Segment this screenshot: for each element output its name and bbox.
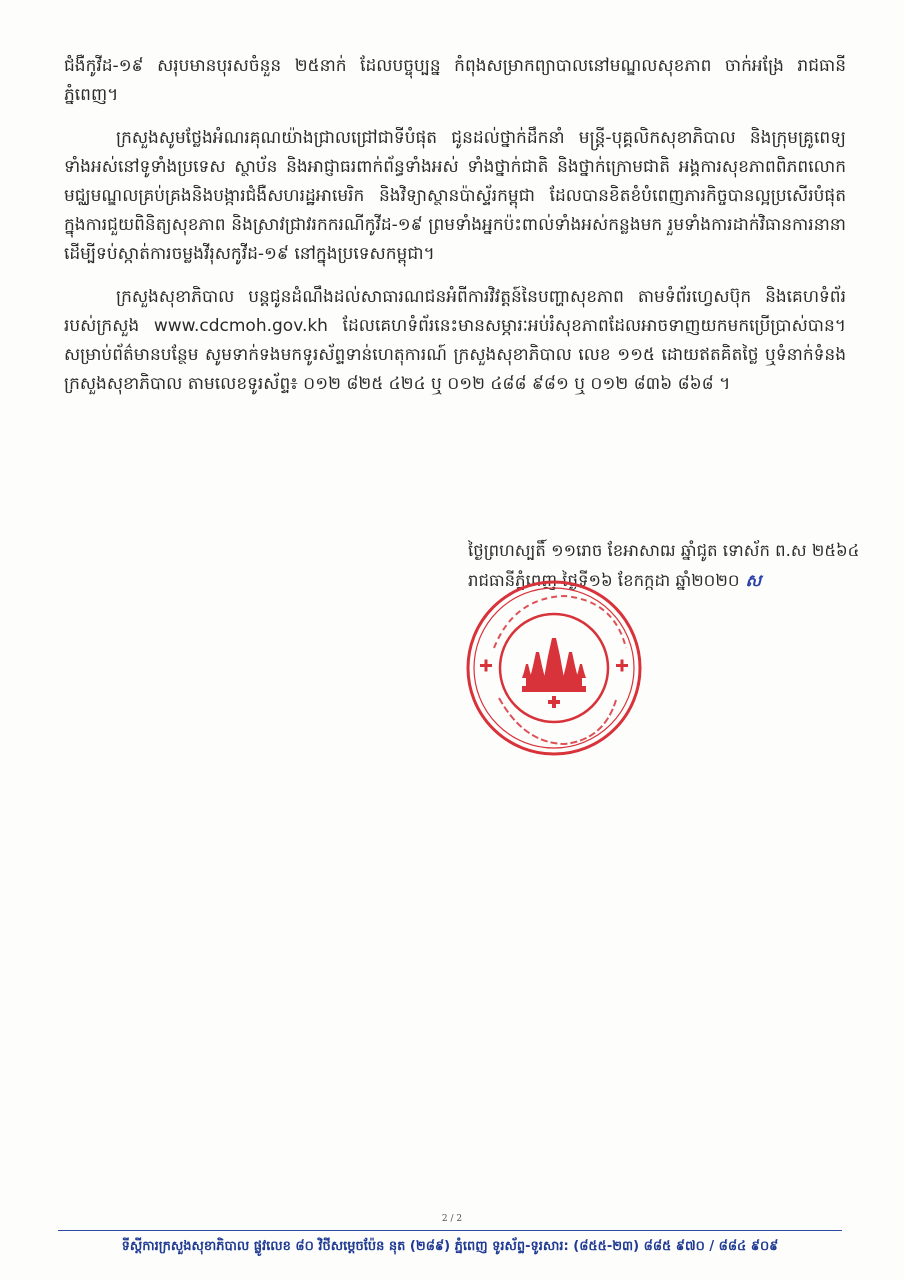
ministry-seal-stamp xyxy=(464,578,644,758)
footer-divider xyxy=(58,1230,842,1231)
handwritten-initial: ស xyxy=(745,571,762,590)
footer-address: ទីស្ដីការក្រសួងសុខាភិបាល ផ្លូវលេខ ៨០ វិថីសម្ដេចប៉ែន នុត (២៨៩) ភ្នំពេញ ទូរស័ព្ទ-ទូរសារ: (៨៥៥-២៣) ៨៨៥ ៩៧០ / ៨៨៤ ៩០៩ xyxy=(121,1239,779,1254)
paragraph-1: ជំងឺកូវីដ-១៩ សរុបមានបុរសចំនួន ២៥នាក់ ដែលបច្ចុប្បន្ន កំពុងសម្រាកព្យាបាលនៅមណ្ឌលសុខភាព ចាក់អង្រែ រាជធានីភ្នំពេញ។ xyxy=(64,56,846,105)
angkor-wat-icon xyxy=(522,638,586,692)
solar-date: រាជធានីភ្នំពេញ ថ្ងៃទី១៦ ខែកក្កដា ឆ្នាំ២០២០ xyxy=(468,571,740,590)
paragraph-3: ក្រសួងសុខាភិបាល បន្តជូនដំណឹងដល់សាធារណជនអំពីការវិវត្តន៍នៃបញ្ហាសុខភាព តាមទំព័រហ្វេសប៊ុក និងគេហទំព័ររបស់ក្រសួង www.cdcmoh.gov.kh ដែលគេហទំព័រនេះមានសម្ភារៈអប់រំសុខភាពដែលអាចទាញយកមកប្រើប្រាស់បាន។ សម្រាប់ព័ត៌មានបន្ថែម សូមទាក់ទងមកទូរស័ព្ទទាន់ហេតុការណ៍ ក្រសួងសុខាភិបាល លេខ ១១៥ ដោយឥតគិតថ្លៃ ឬទំនាក់ទំនងក្រសួងសុខាភិបាល តាមលេខទូរស័ព្ទ៖ ០១២ ៨២៥ ៤២៤ ឬ ០១២ ៤៨៨ ៩៨១ ឬ ០១២ ៨៣៦ ៨៦៨ ។ xyxy=(64,287,846,394)
document-body xyxy=(64,52,846,413)
page-number: 2 / 2 xyxy=(441,1214,463,1224)
paragraph-2: ក្រសួងសូមថ្លែងអំណរគុណយ៉ាងជ្រាលជ្រៅជាទីបំផុត ជូនដល់ថ្នាក់ដឹកនាំ មន្ត្រី-បុគ្គលិកសុខាភិបាល និងក្រុមគ្រូពេទ្យទាំងអស់នៅទូទាំងប្រទេស ស្ថាប័ន និងអាជ្ញាធរពាក់ព័ន្ធទាំងអស់ ទាំងថ្នាក់ជាតិ និងថ្នាក់ក្រោមជាតិ អង្គការសុខភាពពិភពលោក មជ្ឈមណ្ឌលគ្រប់គ្រងនិងបង្ការជំងឺសហរដ្ឋអាមេរិក និងវិទ្យាស្ថានប៉ាស្ទ័រកម្ពុជា ដែលបានខិតខំបំពេញភារកិច្ចបានល្អប្រសើរបំផុត ក្នុងការជួយពិនិត្យសុខភាព និងស្រាវជ្រាវរកករណីកូវីដ-១៩ ព្រមទាំងអ្នកប៉ះពាល់ទាំងអស់កន្លងមក រួមទាំងការដាក់វិធានការនានា ដើម្បីទប់ស្កាត់ការចម្លងវីរុសកូវីដ-១៩ នៅក្នុងប្រទេសកម្ពុជា។ xyxy=(64,128,846,264)
lunar-date: ថ្ងៃព្រហស្បតិ៍ ១១រោច ខែអាសាឍ ឆ្នាំជូត ទោស័ក ព.ស ២៥៦៤ xyxy=(468,541,860,560)
